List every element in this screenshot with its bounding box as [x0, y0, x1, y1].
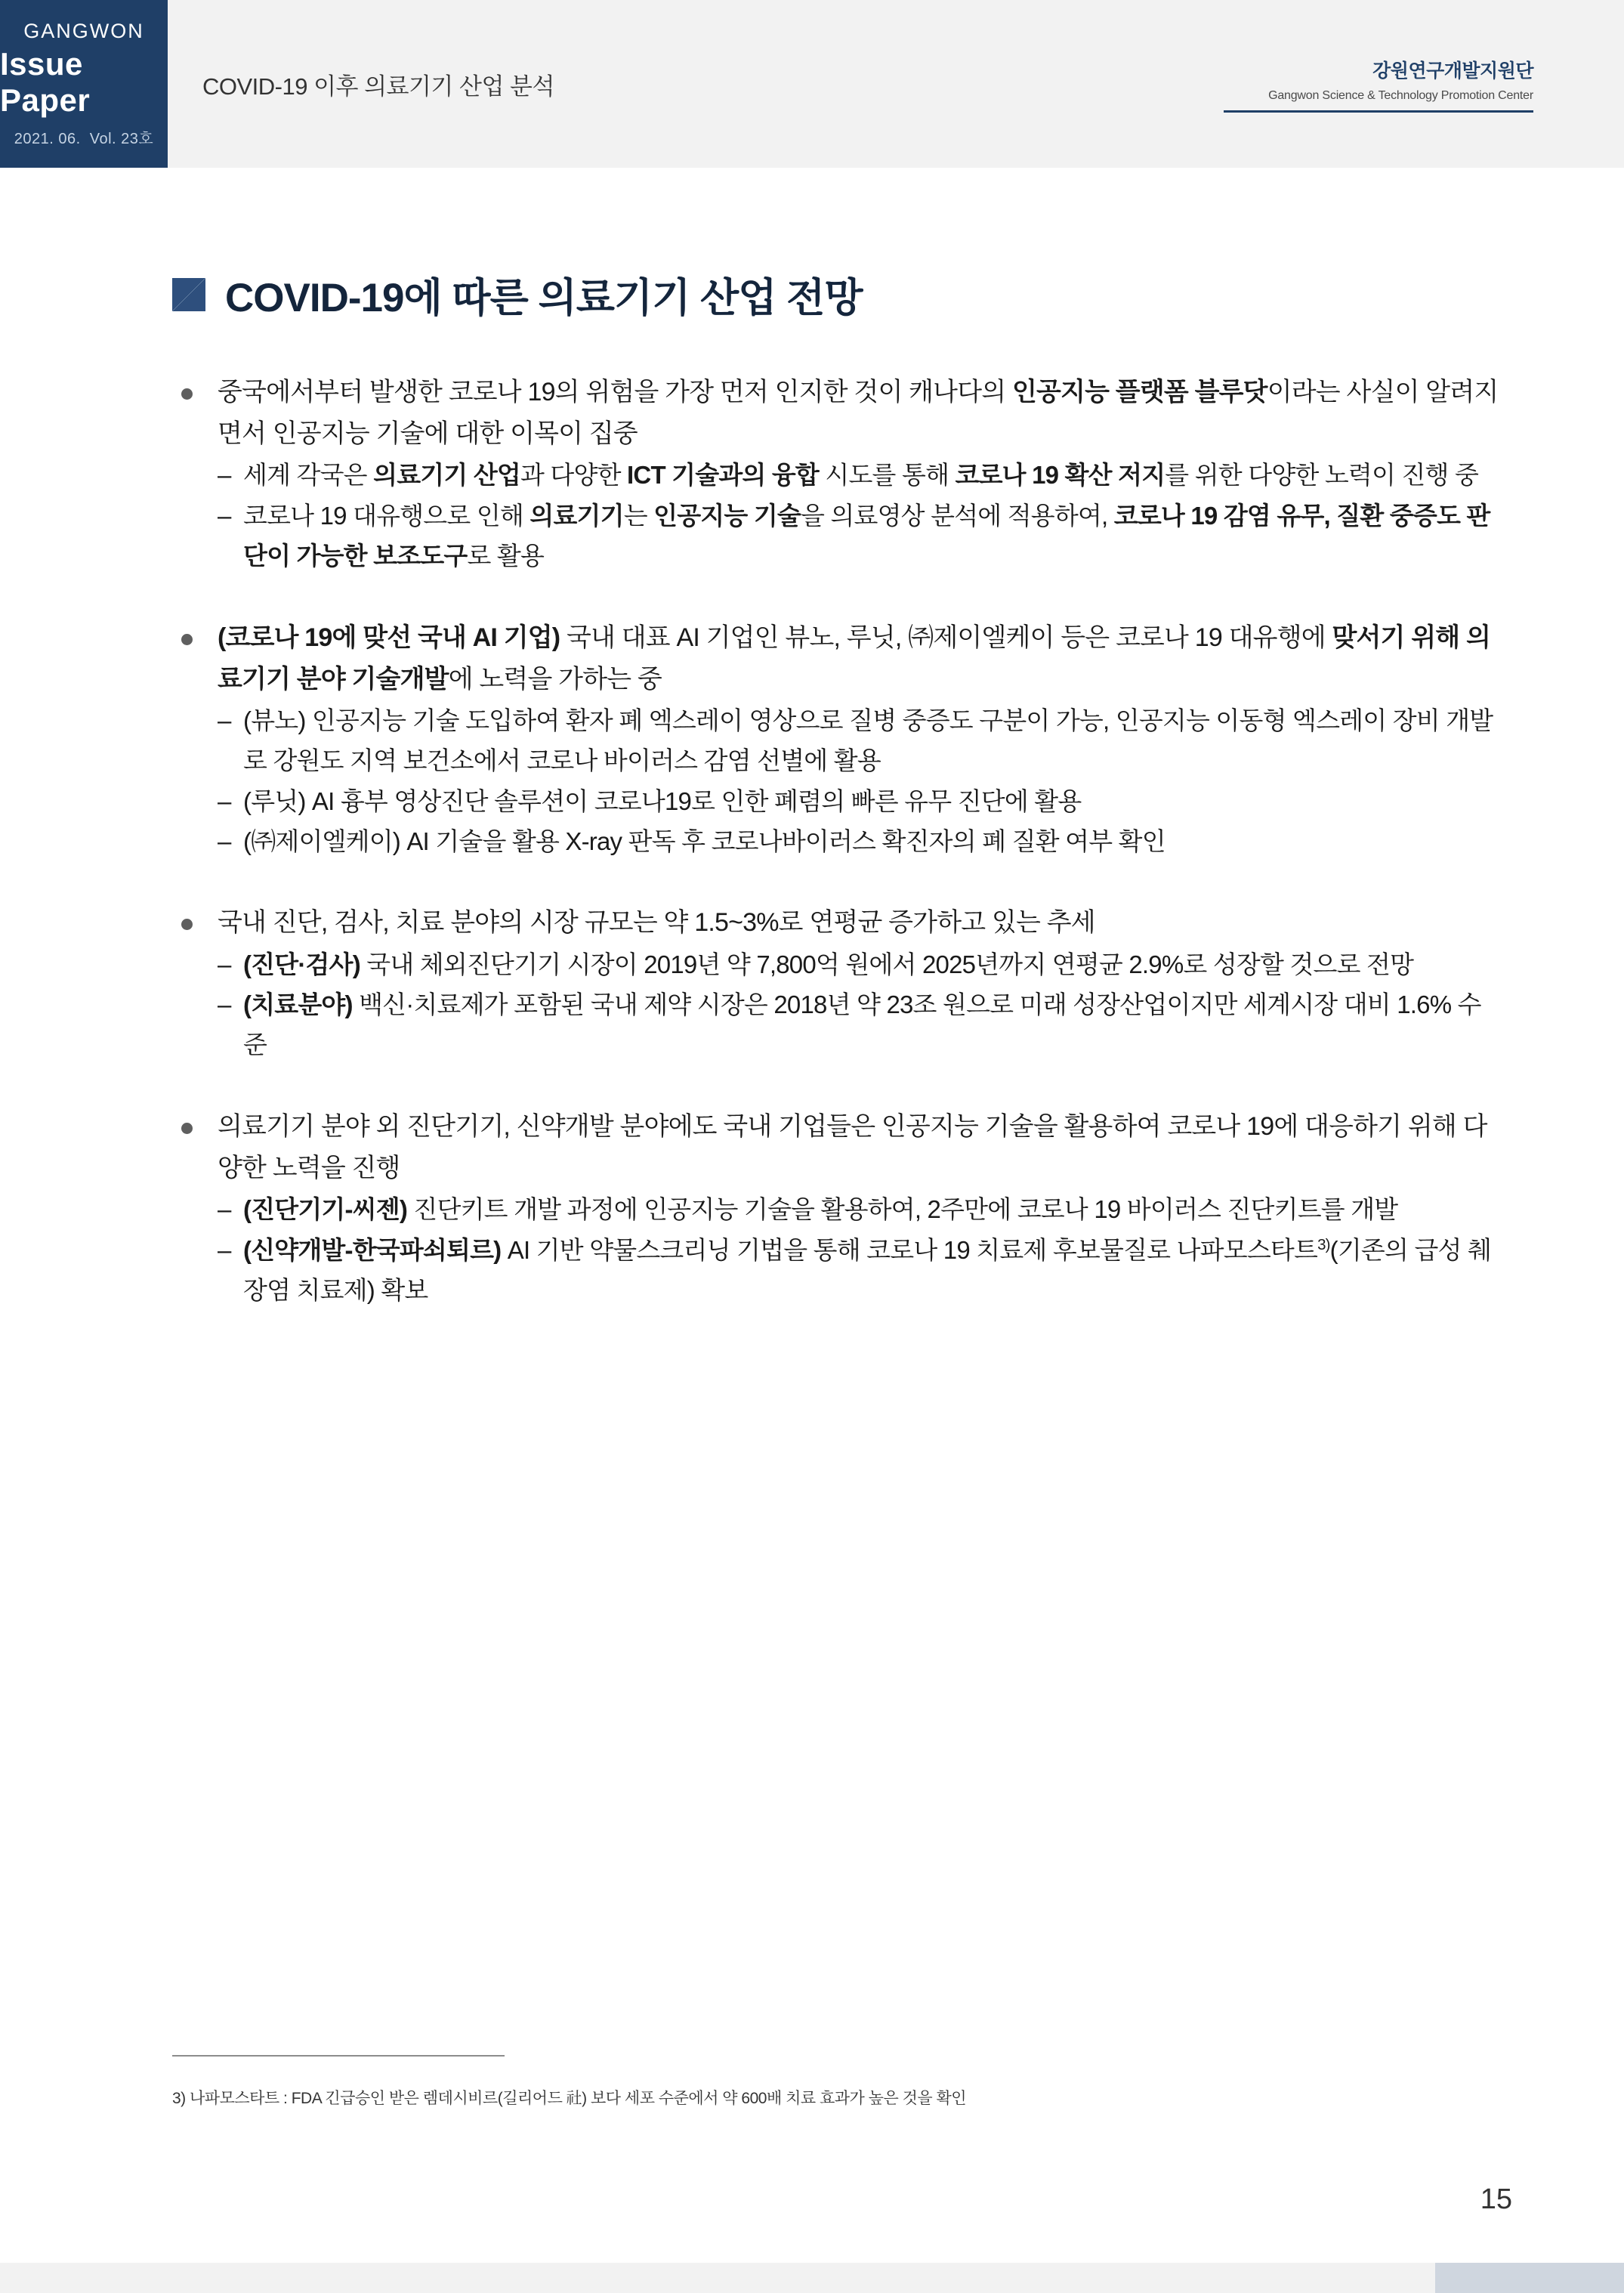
logo-date: 2021. 06.: [14, 131, 81, 147]
dash-paragraph: – (루닛) AI 흉부 영상진단 솔루션이 코로나19로 인한 폐렴의 빠른 유무 진단에 활용: [0, 781, 1624, 821]
organization-name-ko: 강원연구개발지원단: [1372, 60, 1533, 82]
issue-paper-logo: [0, 0, 168, 168]
logo-line-issue-meta: [14, 126, 153, 148]
logo-line-gangwon: GANGWON: [23, 20, 144, 42]
running-title: COVID-19 이후 의료기기 산업 분석: [202, 73, 554, 100]
page-number: 15: [1480, 2183, 1512, 2215]
footnote-divider: [172, 2055, 505, 2057]
content-block: [0, 617, 1624, 862]
dash-paragraph: – 세계 각국은 의료기기 산업과 다양한 ICT 기술과의 융합 시도를 통해 코로나 19 확산 저지를 위한 다양한 노력이 진행 중: [0, 455, 1624, 495]
organization-block: [1224, 0, 1533, 168]
content-block: [0, 902, 1624, 1065]
logo-volume: Vol. 23호: [89, 131, 154, 147]
bullet-paragraph: 의료기기 분야 외 진단기기, 신약개발 분야에도 국내 기업들은 인공지능 기술을 활용하여 코로나 19에 대응하기 위해 다양한 노력을 진행: [0, 1106, 1624, 1189]
section-heading: [172, 266, 1624, 323]
logo-line-issue-paper: Issue Paper: [0, 46, 91, 118]
dash-paragraph: – (뷰노) 인공지능 기술 도입하여 환자 폐 엑스레이 영상으로 질병 중증도 구분이 가능, 인공지능 이동형 엑스레이 장비 개발로 강원도 지역 보건소에서 코로나 바이러스 감염 선별에 활용: [0, 700, 1624, 781]
page-content: [0, 168, 1624, 1351]
dash-paragraph: – (신약개발-한국파쇠퇴르) AI 기반 약물스크리닝 기법을 통해 코로나 19 치료제 후보물질로 나파모스타트$^{3)}$(기존의 급성 췌장염 치료제) 확보: [0, 1230, 1624, 1311]
dash-paragraph: – (진단기기-씨젠) 진단키트 개발 과정에 인공지능 기술을 활용하여, 2주만에 코로나 19 바이러스 진단키트를 개발: [0, 1189, 1624, 1229]
organization-underline: [1224, 110, 1533, 113]
bullet-paragraph: 국내 진단, 검사, 치료 분야의 시장 규모는 약 1.5~3%로 연평균 증가하고 있는 추세: [0, 902, 1624, 944]
dash-paragraph: – 코로나 19 대유행으로 인해 의료기기는 인공지능 기술을 의료영상 분석에 적용하여, 코로나 19 감염 유무, 질환 중증도 판단이 가능한 보조도구로 활용: [0, 496, 1624, 576]
dash-paragraph: – (진단·검사) 국내 체외진단기기 시장이 2019년 약 7,800억 원에서 2025년까지 연평균 2.9%로 성장할 것으로 전망: [0, 944, 1624, 984]
organization-name-en: Gangwon Science & Technology Promotion Center: [1268, 88, 1533, 102]
page-footer-bar: [0, 2263, 1624, 2293]
section-heading-text: COVID-19에 따른 의료기기 산업 전망: [225, 276, 863, 320]
content-blocks: [0, 372, 1624, 1310]
square-marker-icon: [172, 278, 205, 311]
content-block: [0, 372, 1624, 576]
footnote-area: [172, 2055, 1502, 2111]
content-block: [0, 1106, 1624, 1311]
footer-accent-block: [1435, 2263, 1624, 2293]
dash-paragraph: – (치료분야) 백신·치료제가 포함된 국내 제약 시장은 2018년 약 23조 원으로 미래 성장산업이지만 세계시장 대비 1.6% 수준: [0, 984, 1624, 1065]
bullet-paragraph: 중국에서부터 발생한 코로나 19의 위험을 가장 먼저 인지한 것이 캐나다의 인공지능 플랫폼 블루닷이라는 사실이 알려지면서 인공지능 기술에 대한 이목이 집중: [0, 372, 1624, 455]
footnote-text: 3) 나파모스타트 : FDA 긴급승인 받은 렘데시비르(길리어드 社) 보다 세포 수준에서 약 600배 치료 효과가 높은 것을 확인: [172, 2090, 967, 2107]
page-header: [0, 0, 1624, 168]
bullet-paragraph: (코로나 19에 맞선 국내 AI 기업) 국내 대표 AI 기업인 뷰노, 루닛, ㈜제이엘케이 등은 코로나 19 대유행에 맞서기 위해 의료기기 분야 기술개발에 노력을 가하는 중: [0, 617, 1624, 700]
dash-paragraph: – (㈜제이엘케이) AI 기술을 활용 X-ray 판독 후 코로나바이러스 확진자의 폐 질환 여부 확인: [0, 821, 1624, 861]
